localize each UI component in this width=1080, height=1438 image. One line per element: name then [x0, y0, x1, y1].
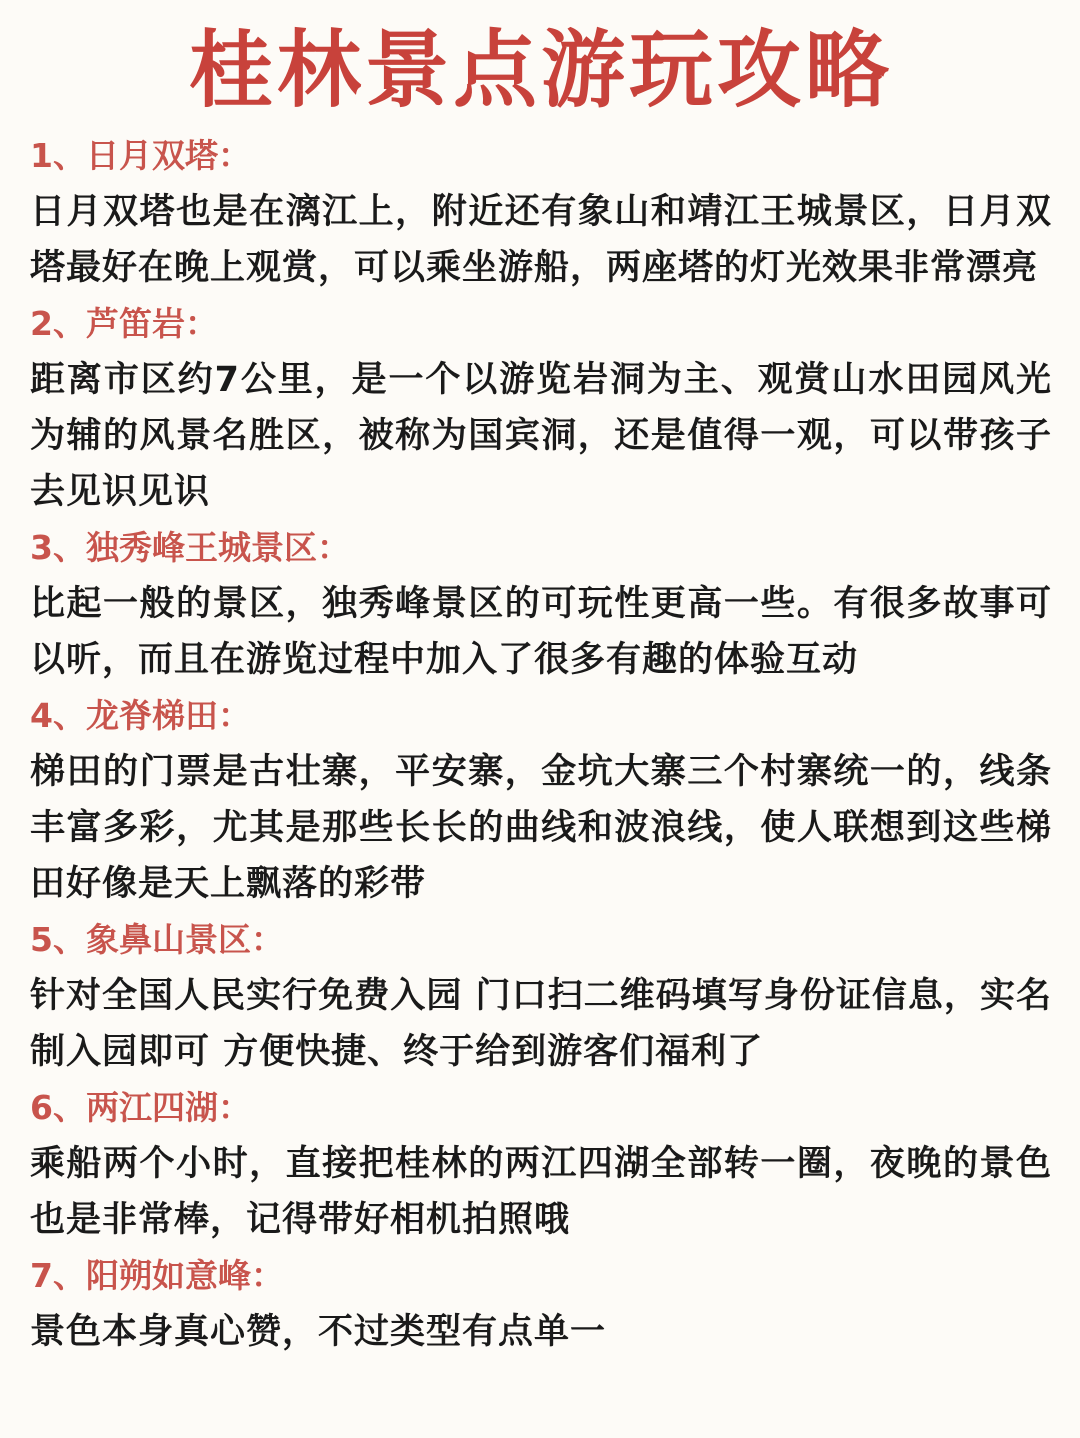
- section-heading: 1、日月双塔：: [30, 136, 251, 175]
- section-heading: 3、独秀峰王城景区：: [30, 528, 350, 567]
- section-2: [30, 296, 1052, 520]
- section-body: 针对全国人民实行免费入园 门口扫二维码填写身份证信息，实名制入园即可 方便快捷、终于给到游客们福利了: [30, 976, 1052, 1072]
- section-6: [30, 1080, 1052, 1248]
- section-5: [30, 912, 1052, 1080]
- section-7: [30, 1248, 1052, 1360]
- page-title: 桂林景点游玩攻略: [188, 21, 893, 119]
- section-heading: 5、象鼻山景区：: [30, 920, 284, 959]
- section-heading: 7、阳朔如意峰：: [30, 1256, 284, 1295]
- section-heading: 4、龙脊梯田：: [30, 696, 251, 735]
- section-body: 景色本身真心赞，不过类型有点单一: [30, 1312, 607, 1352]
- section-3: [30, 520, 1052, 688]
- section-body: 距离市区约7公里，是一个以游览岩洞为主、观赏山水田园风光为辅的风景名胜区，被称为国宾洞，还是值得一观，可以带孩子去见识见识: [30, 360, 1052, 512]
- section-heading: 2、芦笛岩：: [30, 304, 218, 343]
- section-body: 乘船两个小时，直接把桂林的两江四湖全部转一圈，夜晚的景色也是非常棒，记得带好相机拍照哦: [30, 1144, 1052, 1240]
- section-1: [30, 128, 1052, 296]
- section-4: [30, 688, 1052, 912]
- section-body: 日月双塔也是在漓江上，附近还有象山和靖江王城景区，日月双塔最好在晚上观赏，可以乘坐游船，两座塔的灯光效果非常漂亮: [30, 192, 1052, 288]
- section-body: 比起一般的景区，独秀峰景区的可玩性更高一些。有很多故事可以听，而且在游览过程中加入了很多有趣的体验互动: [30, 584, 1052, 680]
- section-heading: 6、两江四湖：: [30, 1088, 251, 1127]
- section-body: 梯田的门票是古壮寨，平安寨，金坑大寨三个村寨统一的，线条丰富多彩，尤其是那些长长的曲线和波浪线，使人联想到这些梯田好像是天上飘落的彩带: [30, 752, 1052, 904]
